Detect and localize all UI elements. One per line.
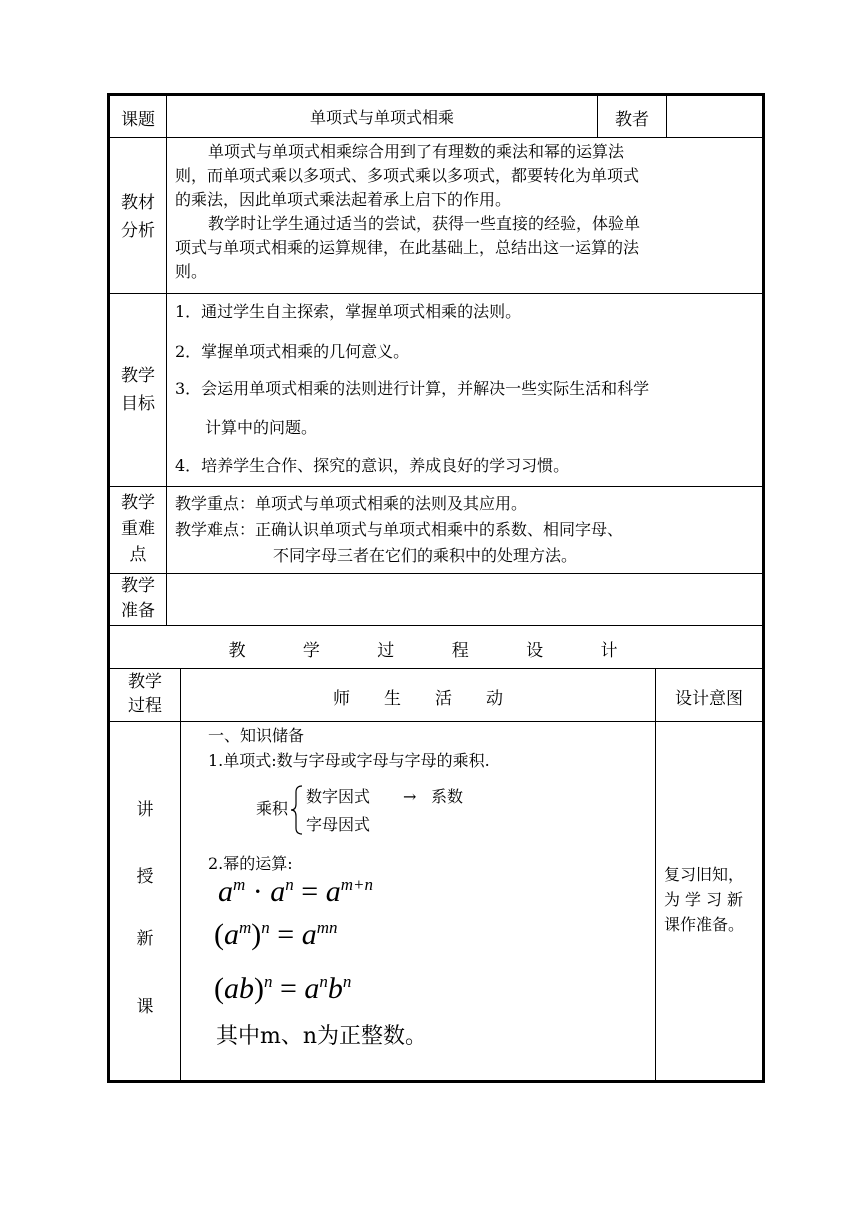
goals-label-line: 教学: [121, 366, 155, 386]
analysis-line: 单项式与单项式相乘综合用到了有理数的乘法和幂的运算法: [208, 142, 625, 161]
key-points-label-line: 教学: [121, 493, 155, 513]
goal-item: 2．掌握单项式相乘的几何意义。: [175, 342, 410, 361]
topic-label: 课题: [121, 110, 155, 130]
formula-power-of-product: $(ab)^n = a^nb^n$: [214, 972, 352, 1005]
row-divider: [107, 625, 765, 626]
goal-item: 计算中的问题。: [205, 418, 318, 437]
analysis-line: 的乘法，因此单项式乘法起着承上启下的作用。: [175, 190, 512, 209]
row-divider: [107, 668, 765, 669]
analysis-line: 教学时让学生通过适当的尝试，获得一些直接的经验，体验单: [208, 214, 641, 233]
goal-item: 3．会运用单项式相乘的法则进行计算，并解决一些实际生活和科学: [175, 379, 650, 398]
formula-power-of-power: $(a^m)^n = a^{mn}$: [214, 918, 338, 951]
stage-char: 课: [136, 997, 154, 1017]
analysis-line: 项式与单项式相乘的运算规律，在此基础上，总结出这一运算的法: [175, 238, 640, 257]
prep-label-line: 准备: [121, 601, 155, 621]
row-divider: [107, 573, 765, 574]
monomial-definition: 1.单项式:数与字母或字母与字母的乘积.: [208, 751, 490, 770]
teacher-label: 教者: [615, 110, 649, 130]
table-border-right: [762, 93, 765, 1083]
process-col-stage: [110, 670, 180, 718]
stage-char: 新: [136, 929, 154, 949]
design-intent-line: 复习旧知，: [664, 865, 745, 884]
analysis-line: 则，而单项式乘以多项式、多项式乘以多项式，都要转化为单项式: [175, 166, 640, 185]
prep-label: [110, 574, 166, 624]
analysis-line: 则。: [175, 262, 208, 281]
goal-item: 1．通过学生自主探索，掌握单项式相乘的法则。: [175, 302, 522, 321]
col-divider: [166, 93, 167, 625]
letter-factor: 字母因式: [306, 815, 371, 834]
col-divider: [180, 668, 181, 1082]
table-border-bottom: [107, 1080, 765, 1083]
numeric-factor: 数字因式: [306, 787, 371, 806]
design-intent-line: 为学习新: [664, 890, 749, 909]
process-col-stage-line: 过程: [128, 696, 162, 716]
section-title: 一、知识储备: [208, 726, 305, 745]
col-divider: [666, 93, 667, 137]
teaching-focus: 教学重点：单项式与单项式相乘的法则及其应用。: [175, 494, 528, 513]
formula-product-of-powers: $a^m \cdot a^n = a^{m+n}$: [218, 875, 373, 908]
process-col-activity: 师 生 活 动: [333, 689, 503, 709]
process-col-intent: 设计意图: [675, 689, 743, 709]
product-label: 乘积: [256, 799, 289, 818]
design-intent: [664, 862, 748, 937]
design-intent-line: 课作准备。: [664, 915, 745, 934]
key-points-label-line: 点: [129, 545, 147, 565]
power-operations-heading: 2.幂的运算:: [208, 854, 293, 873]
row-divider: [107, 721, 765, 722]
teaching-difficulty: 不同字母三者在它们的乘积中的处理方法。: [273, 546, 578, 565]
teaching-difficulty: 教学难点：正确认识单项式与单项式相乘中的系数、相同字母、: [175, 520, 624, 539]
key-points-label: [110, 490, 166, 568]
topic-value: 单项式与单项式相乘: [309, 108, 454, 127]
stage-char: 讲: [136, 800, 154, 820]
process-col-stage-line: 教学: [128, 672, 162, 692]
goal-item: 4．培养学生合作、探究的意识，养成良好的学习习惯。: [175, 456, 570, 475]
process-title: 教 学 过 程 设 计: [228, 641, 644, 661]
goals-label-line: 目标: [121, 394, 155, 414]
coefficient: 系数: [431, 787, 464, 806]
stage-char: 授: [136, 867, 154, 887]
col-divider: [655, 668, 656, 1082]
analysis-label: [110, 189, 166, 245]
left-brace-icon: [290, 784, 304, 836]
goals-label: [110, 362, 166, 418]
row-divider: [107, 137, 765, 138]
row-divider: [107, 486, 765, 487]
analysis-label-line: 教材: [121, 193, 155, 213]
row-divider: [107, 293, 765, 294]
analysis-label-line: 分析: [121, 221, 155, 241]
prep-label-line: 教学: [121, 576, 155, 596]
arrow-icon: →: [403, 787, 417, 806]
key-points-label-line: 重难: [121, 519, 155, 539]
exponent-note: 其中m、n为正整数。: [216, 1024, 428, 1049]
